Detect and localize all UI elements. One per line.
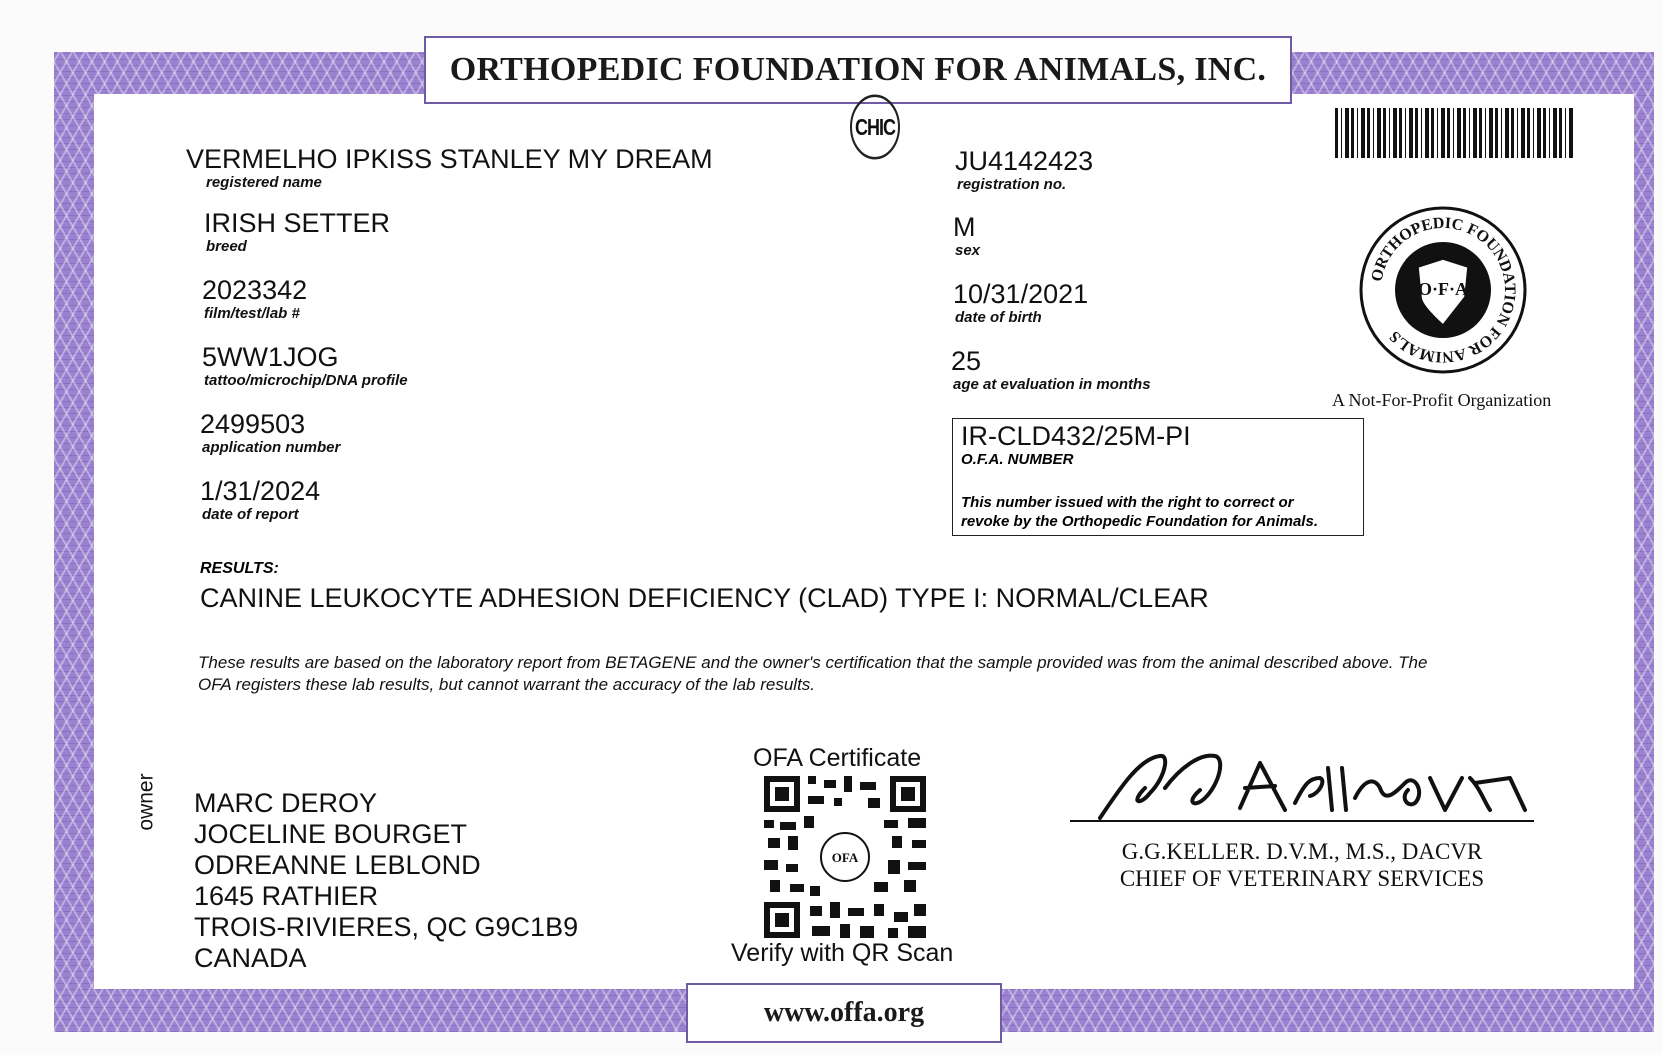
signer-block: [1070, 838, 1534, 892]
field-dna-profile: [202, 342, 408, 390]
field-date-of-birth: [953, 279, 1088, 327]
disclaimer-text: These results are based on the laboratory report from BETAGENE and the owner's certification that the sample provided was from the animal described above. The OFA registers these lab results, but cannot warrant the accuracy of the lab results.: [198, 653, 1428, 694]
org-tagline: A Not-For-Profit Organization: [1332, 390, 1552, 410]
sex-label: sex: [955, 242, 981, 259]
signer-title: CHIEF OF VETERINARY SERVICES: [1119, 866, 1485, 891]
age-label: age at evaluation in months: [953, 376, 1151, 393]
header-banner: [424, 36, 1292, 104]
owner-line: MARC DEROY: [194, 788, 378, 818]
barcode: [1335, 108, 1575, 158]
sex-value: M: [953, 212, 976, 242]
registration-no-value: JU4142423: [955, 146, 1094, 176]
lab-number-value: 2023342: [202, 275, 308, 305]
signature-stroke: [1100, 756, 1525, 818]
date-of-birth-label: date of birth: [955, 309, 1042, 326]
ofa-number-box: [952, 418, 1364, 536]
date-of-report-label: date of report: [202, 506, 299, 523]
dna-profile-value: 5WW1JOG: [202, 342, 339, 372]
owner-line: ODREANNE LEBLOND: [194, 850, 481, 880]
ofa-seal: [1358, 205, 1528, 375]
age-value: 25: [951, 346, 982, 376]
chic-logo: CHIC: [850, 95, 900, 160]
owner-line: JOCELINE BOURGET: [194, 819, 468, 849]
field-registration-no: [955, 146, 1093, 194]
breed-value: IRISH SETTER: [204, 208, 391, 238]
breed-label: breed: [206, 238, 247, 255]
field-sex: [953, 212, 980, 260]
signer-name: G.G.KELLER. D.V.M., M.S., DACVR: [1121, 839, 1483, 864]
owner-address: [194, 788, 578, 974]
owner-line: TROIS-RIVIERES, QC G9C1B9: [194, 912, 579, 942]
owner-line: 1645 RATHIER: [194, 881, 379, 911]
qr-center-text: OFA: [831, 850, 859, 865]
results-value: CANINE LEUKOCYTE ADHESION DEFICIENCY (CLAD) TYPE I: NORMAL/CLEAR: [200, 583, 1209, 613]
registration-no-label: registration no.: [957, 176, 1067, 193]
field-lab-number: [202, 275, 307, 323]
ofa-number-label: O.F.A. NUMBER: [961, 451, 1074, 468]
footer-banner: [686, 983, 1002, 1043]
registered-name-value: VERMELHO IPKISS STANLEY MY DREAM: [186, 144, 713, 174]
dna-profile-label: tattoo/microchip/DNA profile: [204, 372, 408, 389]
owner-line: CANADA: [194, 943, 307, 973]
ofa-number-value: IR-CLD432/25M-PI: [961, 421, 1191, 451]
owner-tag: owner: [134, 773, 158, 831]
qr-caption: Verify with QR Scan: [731, 939, 954, 967]
qr-code[interactable]: [764, 776, 926, 938]
lab-number-label: film/test/lab #: [204, 305, 300, 322]
date-of-birth-value: 10/31/2021: [953, 279, 1089, 309]
field-application-number: [200, 409, 340, 457]
qr-title: OFA Certificate: [753, 744, 922, 772]
footer-url[interactable]: www.offa.org: [763, 997, 925, 1028]
field-breed: [204, 208, 390, 256]
signature-line: [1070, 820, 1534, 822]
seal-ring-text: ORTHOPEDIC FOUNDATION FOR ANIMALS: [1368, 214, 1519, 366]
field-date-of-report: [200, 476, 320, 524]
ofa-note-line1: This number issued with the right to correct or: [961, 494, 1294, 511]
field-age: [951, 346, 1151, 394]
field-registered-name: [186, 144, 713, 192]
application-number-label: application number: [202, 439, 341, 456]
seal-center-text: O·F·A: [1417, 279, 1469, 299]
ofa-note-line2: revoke by the Orthopedic Foundation for Animals.: [961, 513, 1318, 530]
registered-name-label: registered name: [206, 174, 322, 191]
date-of-report-value: 1/31/2024: [200, 476, 321, 506]
results-label: RESULTS:: [200, 560, 279, 577]
signature-image: [1070, 748, 1540, 828]
header-title: ORTHOPEDIC FOUNDATION FOR ANIMALS, INC.: [449, 51, 1267, 88]
ofa-number-note: [961, 493, 1355, 531]
application-number-value: 2499503: [200, 409, 306, 439]
